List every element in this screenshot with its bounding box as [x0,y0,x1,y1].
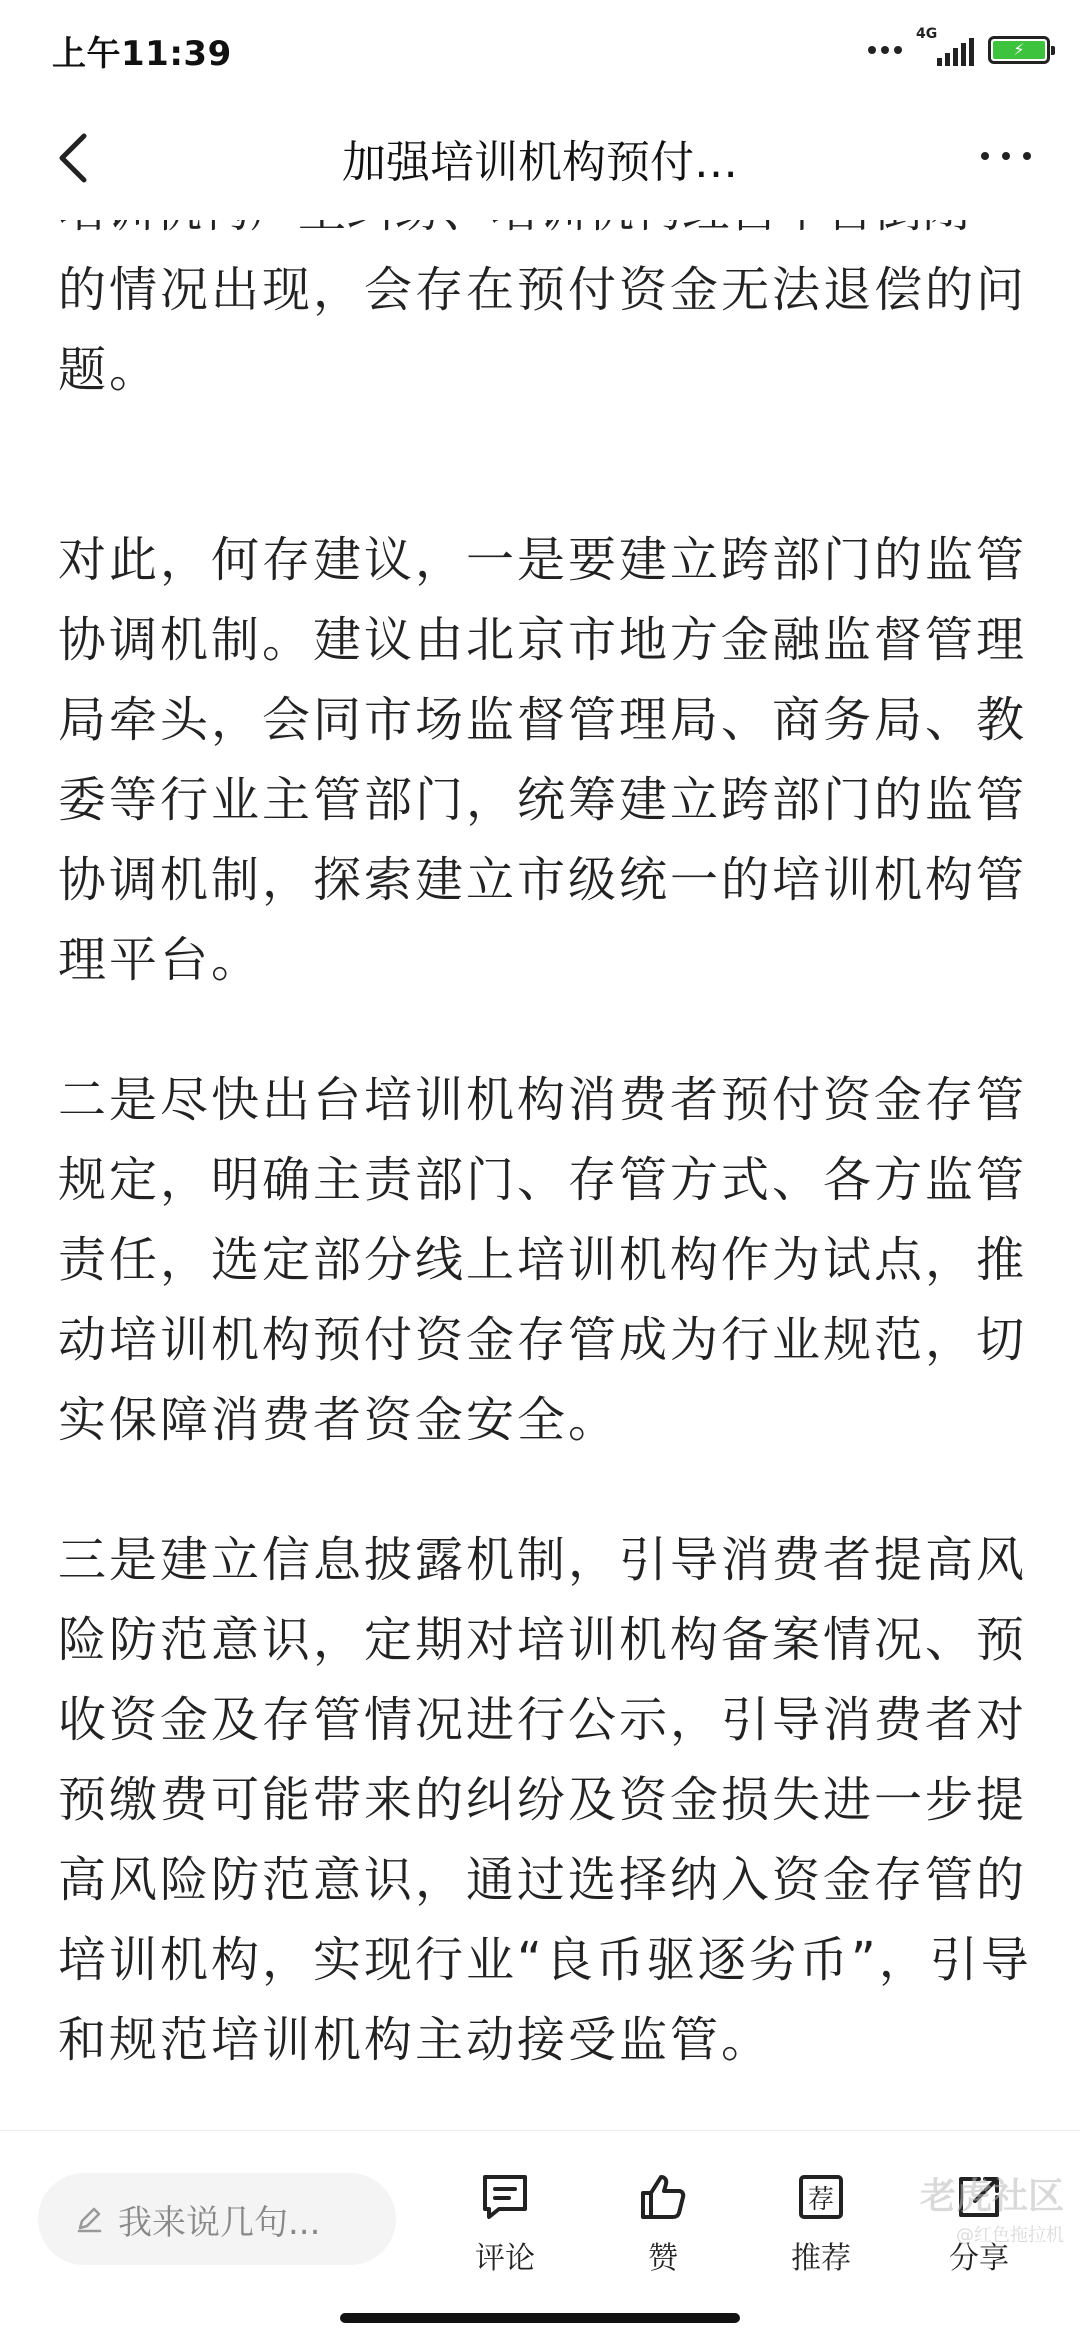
watermark-sub: @红色拖拉机 [956,2225,1064,2246]
thumbs-up-icon [635,2169,691,2225]
battery-icon: ⚡ [988,36,1050,64]
home-indicator[interactable] [340,2313,740,2323]
article-paragraph [58,520,1030,1000]
paragraph-line: 局牵头，会同市场监督管理局、商务局、教 [58,692,1028,748]
share-label: 分享 [949,2241,1009,2276]
pencil-icon [74,2204,104,2234]
like-label: 赞 [648,2241,678,2276]
article-paragraph [58,250,1030,410]
status-icons [868,26,1050,70]
paragraph-line: 和规范培训机构主动接受监管。 [58,2012,773,2068]
comment-placeholder: 我来说几句... [118,2202,321,2243]
paragraph-line: 理平台。 [58,932,263,988]
status-bar [0,0,1080,96]
paragraph-line: 责任，选定部分线上培训机构作为试点，推 [58,1232,1028,1288]
paragraph-line: 的情况出现，会存在预付资金无法退偿的问 [58,262,1028,318]
paragraph-line: 题。 [58,342,161,398]
watermark [920,2168,1064,2247]
more-dots-icon [981,152,989,160]
paragraph-line: 预缴费可能带来的纠纷及资金损失进一步提 [58,1772,1028,1828]
nav-header [0,96,1080,220]
comment-input[interactable] [38,2173,396,2265]
recommend-button[interactable] [766,2169,876,2289]
paragraph-line: 收资金及存管情况进行公示，引导消费者对 [58,1692,1028,1748]
page-title: 加强培训机构预付… [342,137,738,188]
article-content[interactable] [0,220,1080,2130]
paragraph-line: 规定，明确主责部门、存管方式、各方监管 [58,1152,1028,1208]
chevron-left-icon [54,130,94,186]
recommend-label: 推荐 [791,2241,851,2276]
article-paragraph [58,1520,1030,2080]
paragraph-line: 动培训机构预付资金存管成为行业规范，切 [58,1312,1028,1368]
comment-icon [477,2169,533,2225]
bottom-action-bar [0,2130,1080,2340]
paragraph-line: 二是尽快出台培训机构消费者预付资金存管 [58,1072,1028,1128]
paragraph-line: 培训机构，实现行业“良币驱逐劣币”，引导 [58,1932,1032,1988]
svg-text:荐: 荐 [807,2185,835,2215]
paragraph-line: 险防范意识，定期对培训机构备案情况、预 [58,1612,1028,1668]
more-button[interactable] [966,136,1046,176]
paragraph-line: 对此，何存建议，一是要建立跨部门的监管 [58,532,1028,588]
recommend-icon [793,2169,849,2225]
paragraph-line: 协调机制，探索建立市级统一的培训机构管 [58,852,1028,908]
paragraph-line: 协调机制。建议由北京市地方金融监督管理 [58,612,1028,668]
paragraph-line: 委等行业主管部门，统筹建立跨部门的监管 [58,772,1028,828]
signal-icon [916,26,974,68]
comment-button[interactable] [450,2169,560,2289]
paragraph-line: 高风险防范意识，通过选择纳入资金存管的 [58,1852,1028,1908]
network-type: 4G [916,26,938,42]
article-paragraph [58,1060,1030,1460]
like-button[interactable] [608,2169,718,2289]
status-time: 上午11:39 [52,34,232,74]
notification-dots-icon [868,46,902,54]
comment-label: 评论 [475,2241,535,2276]
paragraph-line: 三是建立信息披露机制，引导消费者提高风 [58,1532,1028,1588]
back-button[interactable] [44,122,104,194]
watermark-main: 老虎社区 [919,2176,1064,2217]
paragraph-line: 实保障消费者资金安全。 [58,1392,620,1448]
